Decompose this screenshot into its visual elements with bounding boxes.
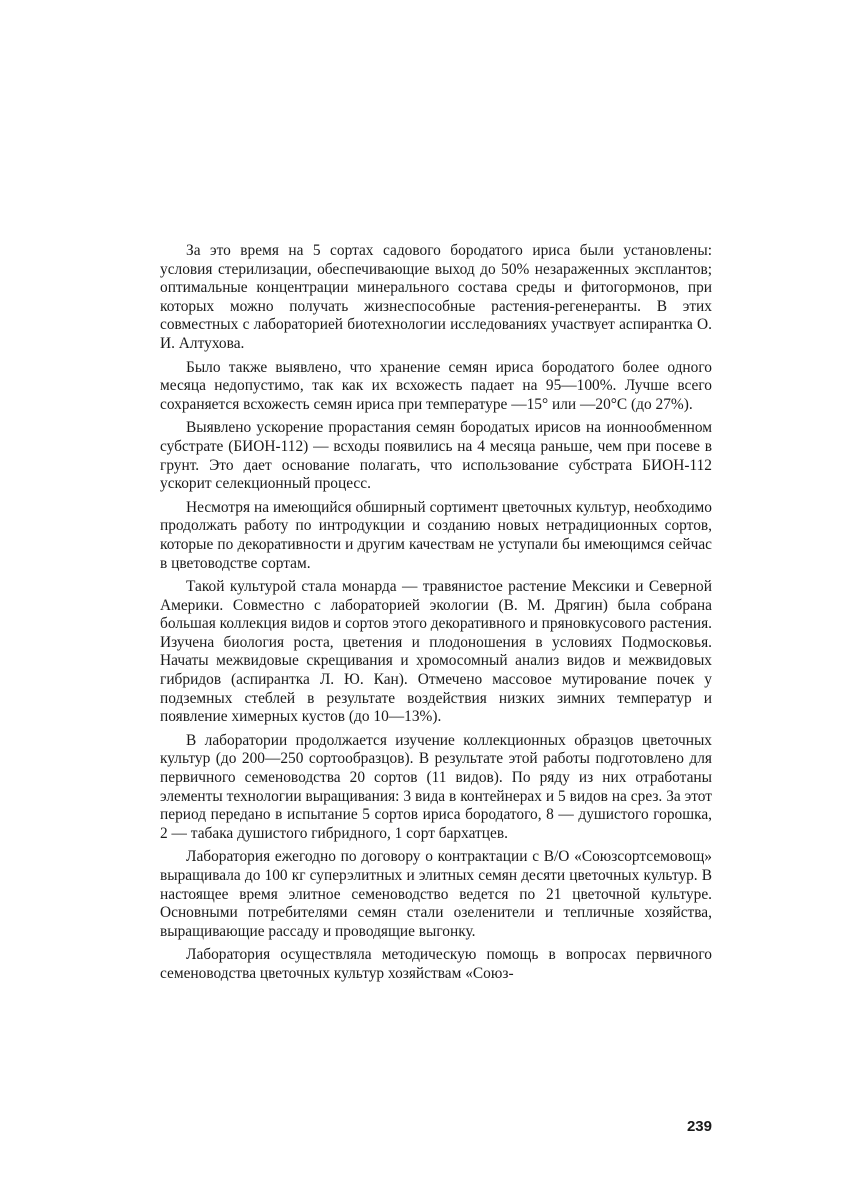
paragraph-monarda: Такой культурой стала монарда — травянистое растение Мексики и Северной Америки. Совместно с лабораторией экологии (В. М. Дрягин) была собрана большая коллекция видов и сортов этого декоративного и пряновкусового растения. Изучена биология роста, цветения и плодоношения в условиях Подмосковья. Начаты межвидовые скрещивания и хромосомный анализ видов и межвидовых гибридов (аспирантка Л. Ю. Кан). Отмечено массовое мутирование почек у подземных стеблей в результате воздействия низких зимних температур и появление химерных кустов (до 10—13%). <box>160 578 712 726</box>
paragraph-assortment: Несмотря на имеющийся обширный сортимент цветочных культур, необходимо продолжать работу по интродукции и созданию новых нетрадиционных сортов, которые по декоративности и другим качествам не уступали бы имеющимся сейчас в цветоводстве сортам. <box>160 498 712 572</box>
paragraph-seed-storage: Было также выявлено, что хранение семян ириса бородатого более одного месяца недопустимо, так как их всхожесть падает на 95—100%. Лучше всего сохраняется всхожесть семян ириса при температуре —15° или —20°С (до 27%). <box>160 358 712 413</box>
paragraph-methodical-help: Лаборатория осуществляла методическую помощь в вопросах первичного семеноводства цветочных культур хозяйствам «Союз- <box>160 946 712 982</box>
body-text <box>160 242 712 989</box>
paragraph-contract: Лаборатория ежегодно по договору о контрактации с В/О «Союзсортсемовощ» выращивала до 100 кг суперэлитных и элитных семян десяти цветочных культур. В настоящее время элитное семеноводство ведется по 21 цветочной культуре. Основными потребителями семян стали озеленители и тепличные хозяйства, выращивающие рассаду и проводящие выгонку. <box>160 848 712 940</box>
paragraph-bion-substrate: Выявлено ускорение прорастания семян бородатых ирисов на ионнообменном субстрате (БИОН-112) — всходы появились на 4 месяца раньше, чем при посеве в грунт. Это дает основание полагать, что использование субстрата БИОН-112 ускорит селекционный процесс. <box>160 419 712 493</box>
paragraph-iris-sterilization: За это время на 5 сортах садового бородатого ириса были установлены: условия стерилизации, обеспечивающие выход до 50% незараженных эксплантов; оптимальные концентрации минерального состава среды и фитогормонов, при которых можно получать жизнеспособные растения-регенеранты. В этих совместных с лабораторией биотехнологии исследованиях участвует аспирантка О. И. Алтухова. <box>160 242 712 352</box>
page-number: 239 <box>686 1118 712 1135</box>
paragraph-collection: В лаборатории продолжается изучение коллекционных образцов цветочных культур (до 200—250 сортообразцов). В результате этой работы подготовлено для первичного семеноводства 20 сортов (11 видов). По ряду из них отработаны элементы технологии выращивания: 3 вида в контейнерах и 5 видов на срез. За этот период передано в испытание 5 сортов ириса бородатого, 8 — душистого горошка, 2 — табака душистого гибридного, 1 сорт бархатцев. <box>160 731 712 842</box>
